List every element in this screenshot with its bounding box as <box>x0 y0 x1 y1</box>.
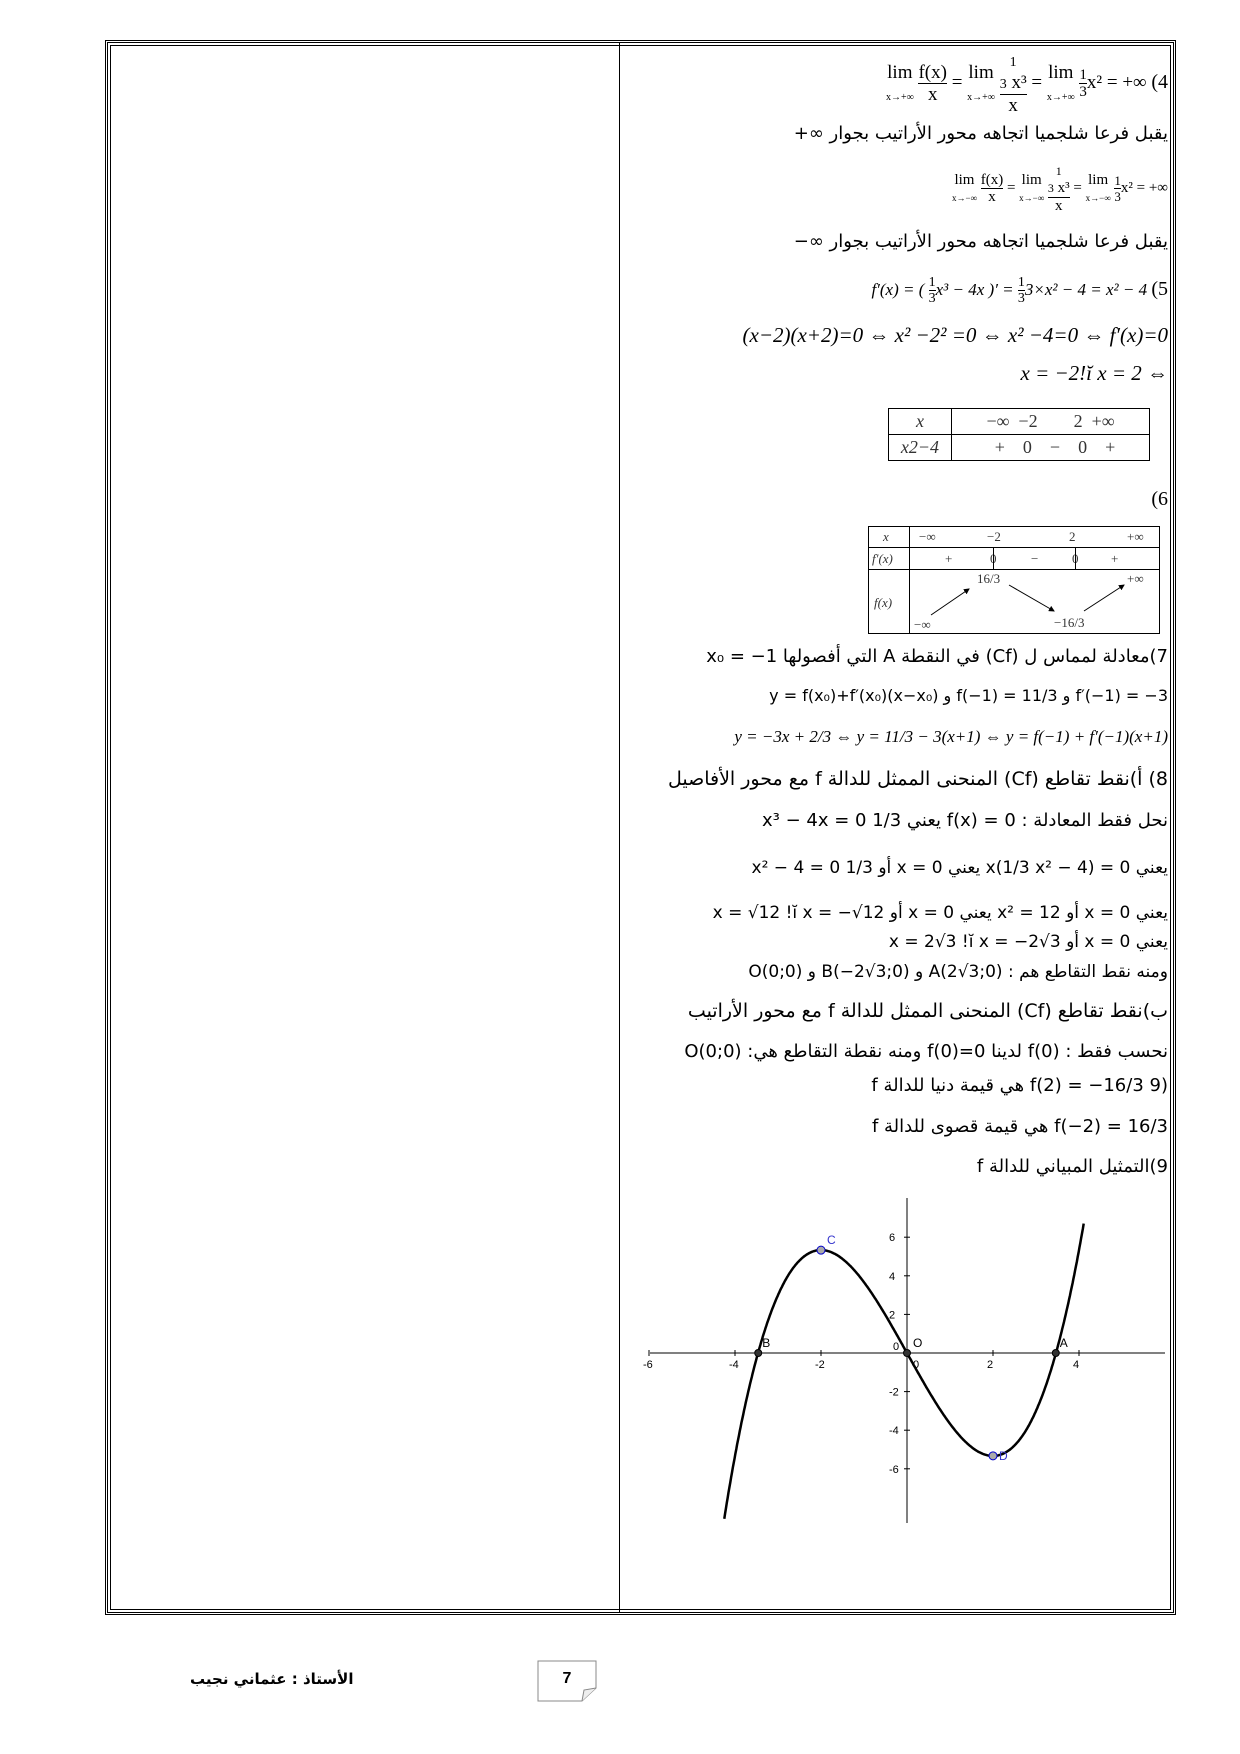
vt-f-label: f(x) <box>874 595 893 610</box>
point-label: B <box>762 1336 771 1350</box>
vt-plus-inf: +∞ <box>1127 571 1144 586</box>
vt-min: −16/3 <box>1054 615 1085 630</box>
item5-derivative: f′(x) = ( 1 3x³ − 4x )′ = 1 33×x² − 4 = x² − 4 (5 <box>871 275 1168 306</box>
point-O <box>904 1350 911 1357</box>
vt-max: 16/3 <box>977 571 1001 586</box>
sign-table-x-header: x <box>889 409 952 435</box>
vt-x-label: x <box>883 529 889 544</box>
page-number: 7 <box>562 1670 572 1687</box>
column-divider <box>619 42 620 1613</box>
y-tick-label: 0 <box>893 1341 900 1353</box>
item9-min: (9 f(2) = −16/3 هي قيمة دنيا للدالة f <box>871 1075 1168 1096</box>
sign-table-expr: x2−4 <box>889 435 952 461</box>
item5-equation: (x−2)(x+2)=0 ⇔ x² −2² =0 ⇔ x² −4=0 ⇔ f′(x)=0 <box>742 323 1168 347</box>
item4-number: (4 <box>1151 70 1168 93</box>
y-tick-label: 6 <box>889 1232 896 1245</box>
item7-title: 7)معادلة لمماس ل (Cf) في النقطة A التي أفصولها x₀ = −1 <box>706 646 1168 667</box>
x-tick-label: -6 <box>643 1359 653 1371</box>
item8a-line1: نحل فقط المعادلة : f(x) = 0 يعني 1/3 x³ − 4x = 0 <box>762 810 1168 831</box>
y-tick-label: -4 <box>889 1425 899 1438</box>
point-label: A <box>1059 1336 1068 1350</box>
item7-line2: y = −3x + 2/3 ⇔ y = 11/3 − 3(x+1) ⇔ y = f(−1) + f′(−1)(x+1) <box>734 727 1168 746</box>
item4-limit-minus: lim x→−∞ f(x) x = lim x→−∞ 1 3 x³ x = lim x→−∞ 1 3x² = +∞ <box>951 164 1168 214</box>
item8a-line4: يعني x = 0 أو x = 2√3 !ĭ x = −2√3 <box>888 932 1168 952</box>
item5-solutions: x = −2!ĭ x = 2 ⇔ <box>1020 361 1168 385</box>
point-A <box>1052 1350 1059 1357</box>
item4-text-minus: يقبل فرعا شلجميا اتجاهه محور الأراتيب بجوار ∞− <box>793 231 1168 252</box>
point-label: C <box>827 1233 836 1248</box>
author-name: الأستاذ : عثماني نجيب <box>190 1670 354 1688</box>
item8b-title: ب)نقط تقاطع (Cf) المنحنى الممثل للدالة f مع محور الأراتيب <box>687 1000 1168 1022</box>
vt-fp-label: f′(x) <box>872 551 893 566</box>
item8b-line1: نحسب فقط : f(0) لدينا f(0)=0 ومنه نقطة التقاطع هي: O(0;0) <box>684 1041 1168 1062</box>
y-tick-label: -2 <box>889 1386 899 1399</box>
item6-number: (6 <box>1151 488 1168 510</box>
sign-table <box>888 408 1150 461</box>
page-number-box <box>537 1660 597 1702</box>
vt-minus-inf: −∞ <box>914 617 931 632</box>
sign-table-signs: + 0 − 0 + <box>952 435 1150 461</box>
y-tick-label: 2 <box>889 1309 896 1322</box>
item8a-line2: يعني x(1/3 x² − 4) = 0 يعني x = 0 أو 1/3 x² − 4 = 0 <box>751 858 1168 878</box>
point-label: D <box>999 1448 1008 1463</box>
item8a-line5: ومنه نقط التقاطع هم : A(2√3;0) و B(−2√3;0) و O(0;0) <box>748 962 1168 982</box>
x-tick-label: -2 <box>815 1359 825 1371</box>
x-tick-label: 0 <box>913 1359 920 1371</box>
point-C <box>817 1246 825 1254</box>
point-D <box>989 1452 997 1460</box>
item8a-title: 8) أ)نقط تقاطع (Cf) المنحنى الممثل للدالة f مع محور الأفاصيل <box>667 768 1168 790</box>
x-tick-label: -4 <box>729 1359 739 1371</box>
item4-limit-plus: lim x→+∞ f(x) x = lim x→+∞ 1 3 x³ x = lim x→+∞ 1 3x² = +∞ (4 <box>886 50 1168 117</box>
x-tick-label: 4 <box>1073 1359 1080 1371</box>
sign-table-x-values: −∞ −2 2 +∞ <box>952 409 1150 435</box>
item5-number: (5 <box>1151 277 1168 300</box>
x-tick-label: 2 <box>987 1359 994 1371</box>
solution-column <box>630 48 1168 1608</box>
function-graph <box>630 1193 1170 1523</box>
variation-arrows <box>869 527 1159 633</box>
variation-table: x −∞ −2 2 +∞ f′(x) + 0 − 0 + f(x) 16/3 −16/3 −∞ +∞ <box>868 526 1160 634</box>
point-B <box>755 1350 762 1357</box>
item9-graph-title: 9)التمثيل المبياني للدالة f <box>976 1156 1168 1177</box>
curve <box>724 1224 1083 1519</box>
y-tick-label: -6 <box>889 1463 899 1476</box>
item9-max: f(−2) = 16/3 هي قيمة قصوى للدالة f <box>871 1116 1168 1137</box>
item4-text-plus: يقبل فرعا شلجميا اتجاهه محور الأراتيب بجوار ∞+ <box>793 123 1168 144</box>
y-tick-label: 4 <box>889 1270 896 1283</box>
point-label: O <box>913 1336 923 1350</box>
item8a-line3: يعني x = 0 أو x² = 12 يعني x = 0 أو x = √12 !ĭ x = −√12 <box>712 903 1168 923</box>
item7-line1: f′(−1) = −3 و f(−1) = 11/3 و y = f(x₀)+f′(x₀)(x−x₀) <box>769 686 1168 705</box>
